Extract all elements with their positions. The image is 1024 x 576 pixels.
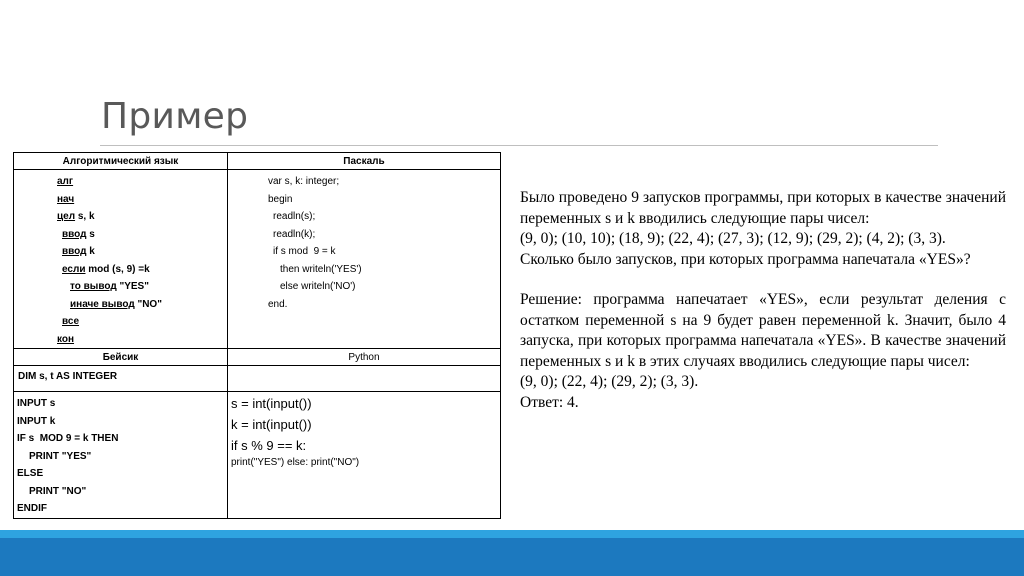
python-line: s = int(input()) [231, 396, 312, 411]
solution-text: Решение: программа напечатает «YES», если результат деления с остатком переменной s на 9 будет равен переменной k. Значит, было 4 запуска, при которых программа напечатала «YES». В качестве значений переменных s и k в этих случаях вводились следующие пары чисел: [520, 291, 1006, 370]
basic-line: INPUT k [17, 415, 56, 427]
code-table [13, 152, 500, 516]
solution-pairs: (9, 0); (22, 4); (29, 2); (3, 3). [520, 373, 699, 390]
alg-line: ввод k [62, 246, 95, 257]
alg-line: цел s, k [57, 211, 95, 222]
header-alg: Алгоритмический язык [14, 153, 228, 170]
footer-stripe-light [0, 530, 1024, 538]
pascal-line: then writeln('YES') [280, 263, 362, 275]
python-line: k = int(input()) [231, 417, 312, 432]
basic-line: ENDIF [17, 503, 47, 514]
alg-code-cell [14, 170, 228, 349]
answer-text: Ответ: 4. [520, 393, 579, 411]
alg-line: если mod (s, 9) =k [62, 263, 150, 275]
title-divider [100, 145, 938, 146]
basic-dim-line: DIM s, t AS INTEGER [18, 371, 118, 382]
alg-line: все [62, 316, 80, 327]
pascal-line: readln(s); [273, 211, 316, 222]
footer-bar [0, 538, 1024, 576]
pascal-line: end. [268, 298, 288, 310]
pascal-line: begin [268, 193, 293, 205]
slide-title: Пример [101, 96, 249, 137]
basic-line: PRINT "YES" [29, 450, 92, 462]
problem-question: Сколько было запусков, при которых программа напечатала «YES»? [520, 250, 971, 268]
pascal-code-cell [228, 170, 501, 349]
pascal-line: if s mod 9 = k [273, 246, 336, 257]
pascal-line: else writeln('NO') [280, 281, 356, 292]
basic-line: PRINT "NO" [29, 485, 87, 497]
paragraph-gap [520, 270, 1006, 290]
python-line: if s % 9 == k: [231, 438, 307, 453]
header-basic: Бейсик [14, 349, 228, 366]
problem-text [520, 188, 1006, 413]
problem-statement: Было проведено 9 запусков программы, при которых в качестве значений переменных s и k вводились следующие пары чисел: [520, 189, 1006, 227]
problem-pairs: (9, 0); (10, 10); (18, 9); (22, 4); (27, 3); (12, 9); (29, 2); (4, 2); (3, 3). [520, 230, 946, 247]
python-code-cell [228, 392, 501, 519]
python-line: print("YES") else: print("NO") [231, 457, 360, 468]
python-empty-cell [228, 366, 501, 392]
alg-line: нач [57, 193, 75, 205]
pascal-line: readln(k); [273, 228, 316, 240]
alg-line: кон [57, 333, 75, 345]
pascal-line: var s, k: integer; [268, 176, 340, 187]
alg-line: ввод s [62, 228, 95, 240]
basic-line: INPUT s [17, 398, 56, 409]
alg-line: иначе вывод "NO" [70, 298, 162, 310]
basic-dim-cell [14, 366, 228, 392]
alg-line: алг [57, 176, 74, 187]
basic-code-cell [14, 392, 228, 519]
basic-line: ELSE [17, 468, 44, 479]
header-pascal: Паскаль [228, 153, 501, 170]
header-python: Python [228, 349, 501, 366]
basic-line: IF s MOD 9 = k THEN [17, 433, 119, 444]
alg-line: то вывод "YES" [70, 281, 149, 292]
